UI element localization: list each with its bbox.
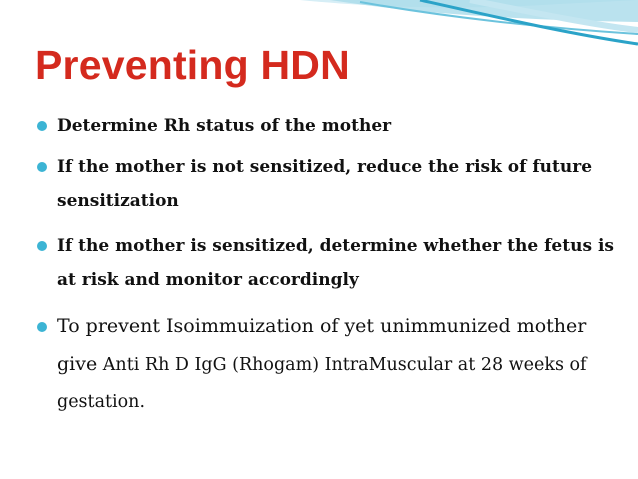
bullet-text: Determine Rh status of the mother: [57, 116, 392, 136]
bullet-dot-icon: [37, 121, 47, 131]
bullet-text-verb: give: [57, 353, 98, 375]
bullet-dot-icon: [37, 322, 47, 332]
bullet-item: [35, 150, 625, 218]
bullet-text: If the mother is not sensitized, reduce the risk of future sensitization: [57, 157, 593, 211]
bullet-dot-icon: [37, 162, 47, 172]
slide-title: Preventing HDN: [35, 42, 350, 88]
bullet-item: [35, 109, 625, 143]
bullet-dot-icon: [37, 241, 47, 251]
bullet-text: If the mother is sensitized, determine whether the fetus is at risk and monitor accordingly: [57, 236, 614, 290]
bullet-list: [35, 109, 625, 421]
bullet-item: [35, 229, 625, 297]
bullet-item: [35, 308, 625, 421]
bullet-text-detail: Anti Rh D IgG (Rhogam) IntraMuscular at 28 weeks of gestation.: [57, 355, 587, 412]
bullet-text-lead: To prevent Isoimmuization of yet unimmunized mother: [57, 315, 587, 337]
